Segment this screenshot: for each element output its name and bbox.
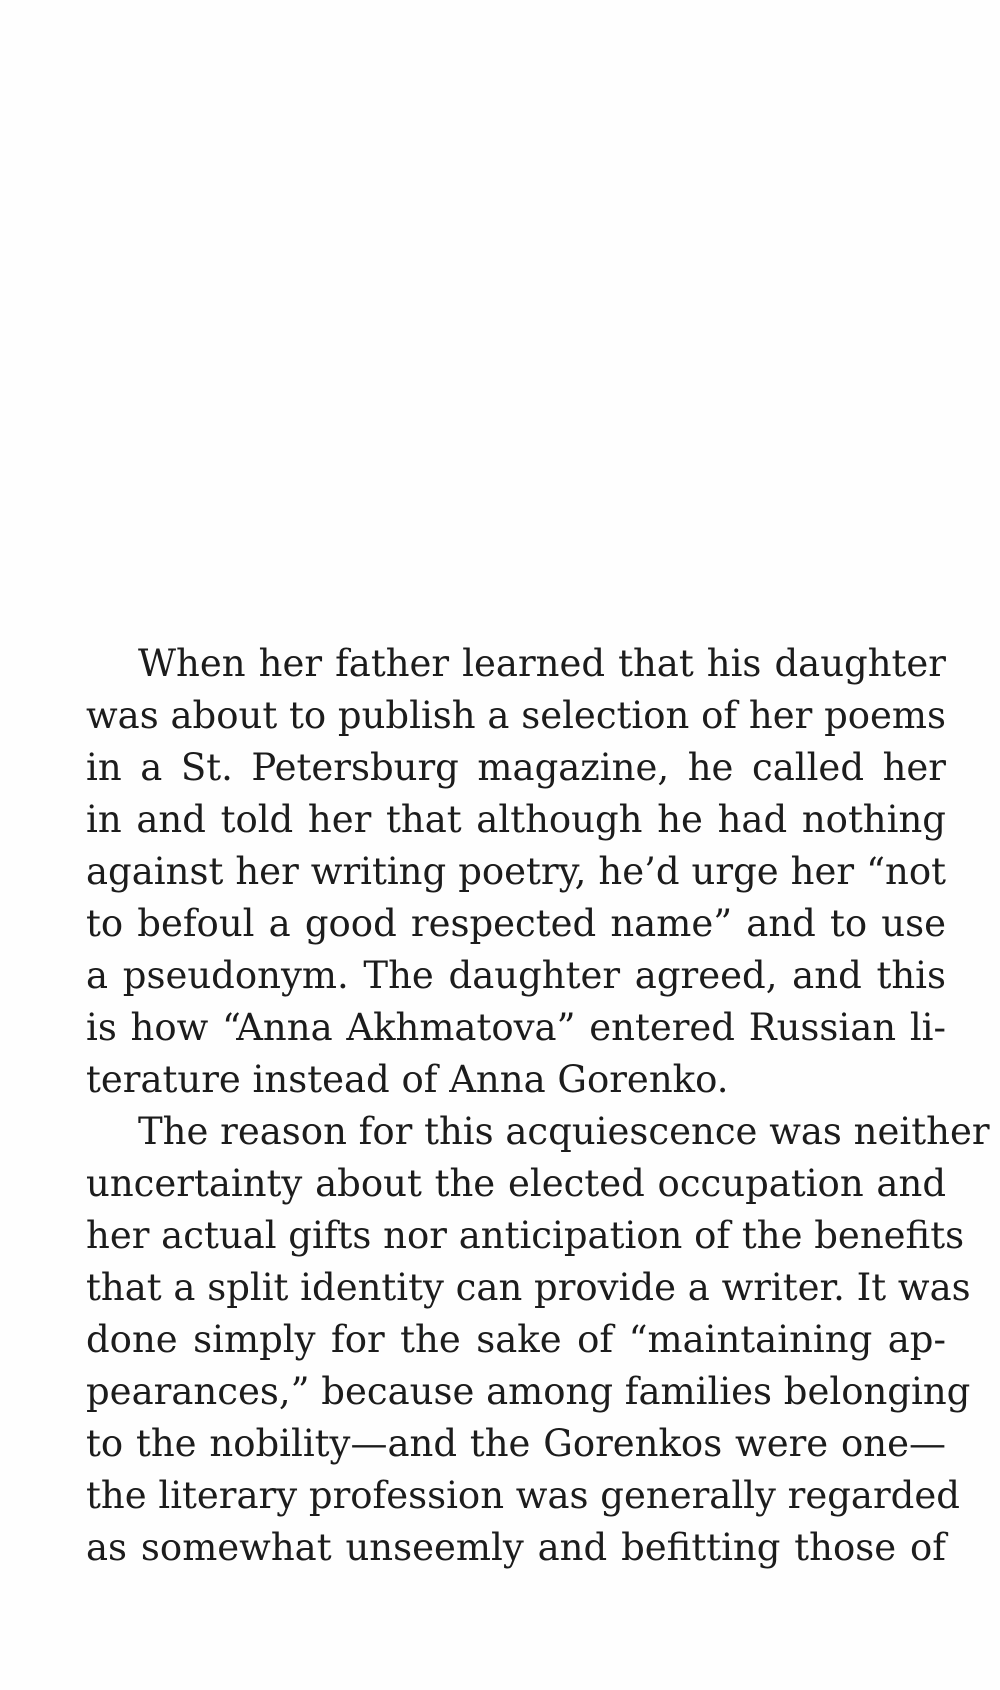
text-line: The reason for this acquiescence was neither	[138, 1110, 990, 1153]
text-line: against her writing poetry, he’d urge her “not	[86, 850, 946, 893]
text-line: uncertainty about the elected occupation and	[86, 1162, 946, 1205]
text-line: is how “Anna Akhmatova” entered Russian li-	[86, 1006, 946, 1049]
text-line: When her father learned that his daughter	[138, 642, 946, 685]
text-line: in and told her that although he had nothing	[86, 798, 946, 841]
text-line: that a split identity can provide a writer. It was	[86, 1266, 971, 1309]
text-line: terature instead of Anna Gorenko.	[86, 1058, 729, 1101]
text-line: her actual gifts nor anticipation of the benefits	[86, 1214, 965, 1257]
text-line: to befoul a good respected name” and to use	[86, 902, 946, 945]
text-line: pearances,” because among families belonging	[86, 1370, 971, 1413]
text-line: as somewhat unseemly and befitting those of	[86, 1526, 946, 1569]
text-line: in a St. Petersburg magazine, he called her	[86, 746, 946, 789]
text-line: done simply for the sake of “maintaining ap-	[86, 1318, 946, 1361]
text-line: the literary profession was generally regarded	[86, 1474, 960, 1517]
text-line: was about to publish a selection of her poems	[86, 694, 946, 737]
text-line: to the nobility—and the Gorenkos were one—	[86, 1422, 946, 1465]
paragraph-2	[86, 1106, 990, 1574]
paragraph-1	[86, 638, 946, 1106]
body-text	[86, 638, 990, 1574]
text-line: a pseudonym. The daughter agreed, and this	[86, 954, 946, 997]
